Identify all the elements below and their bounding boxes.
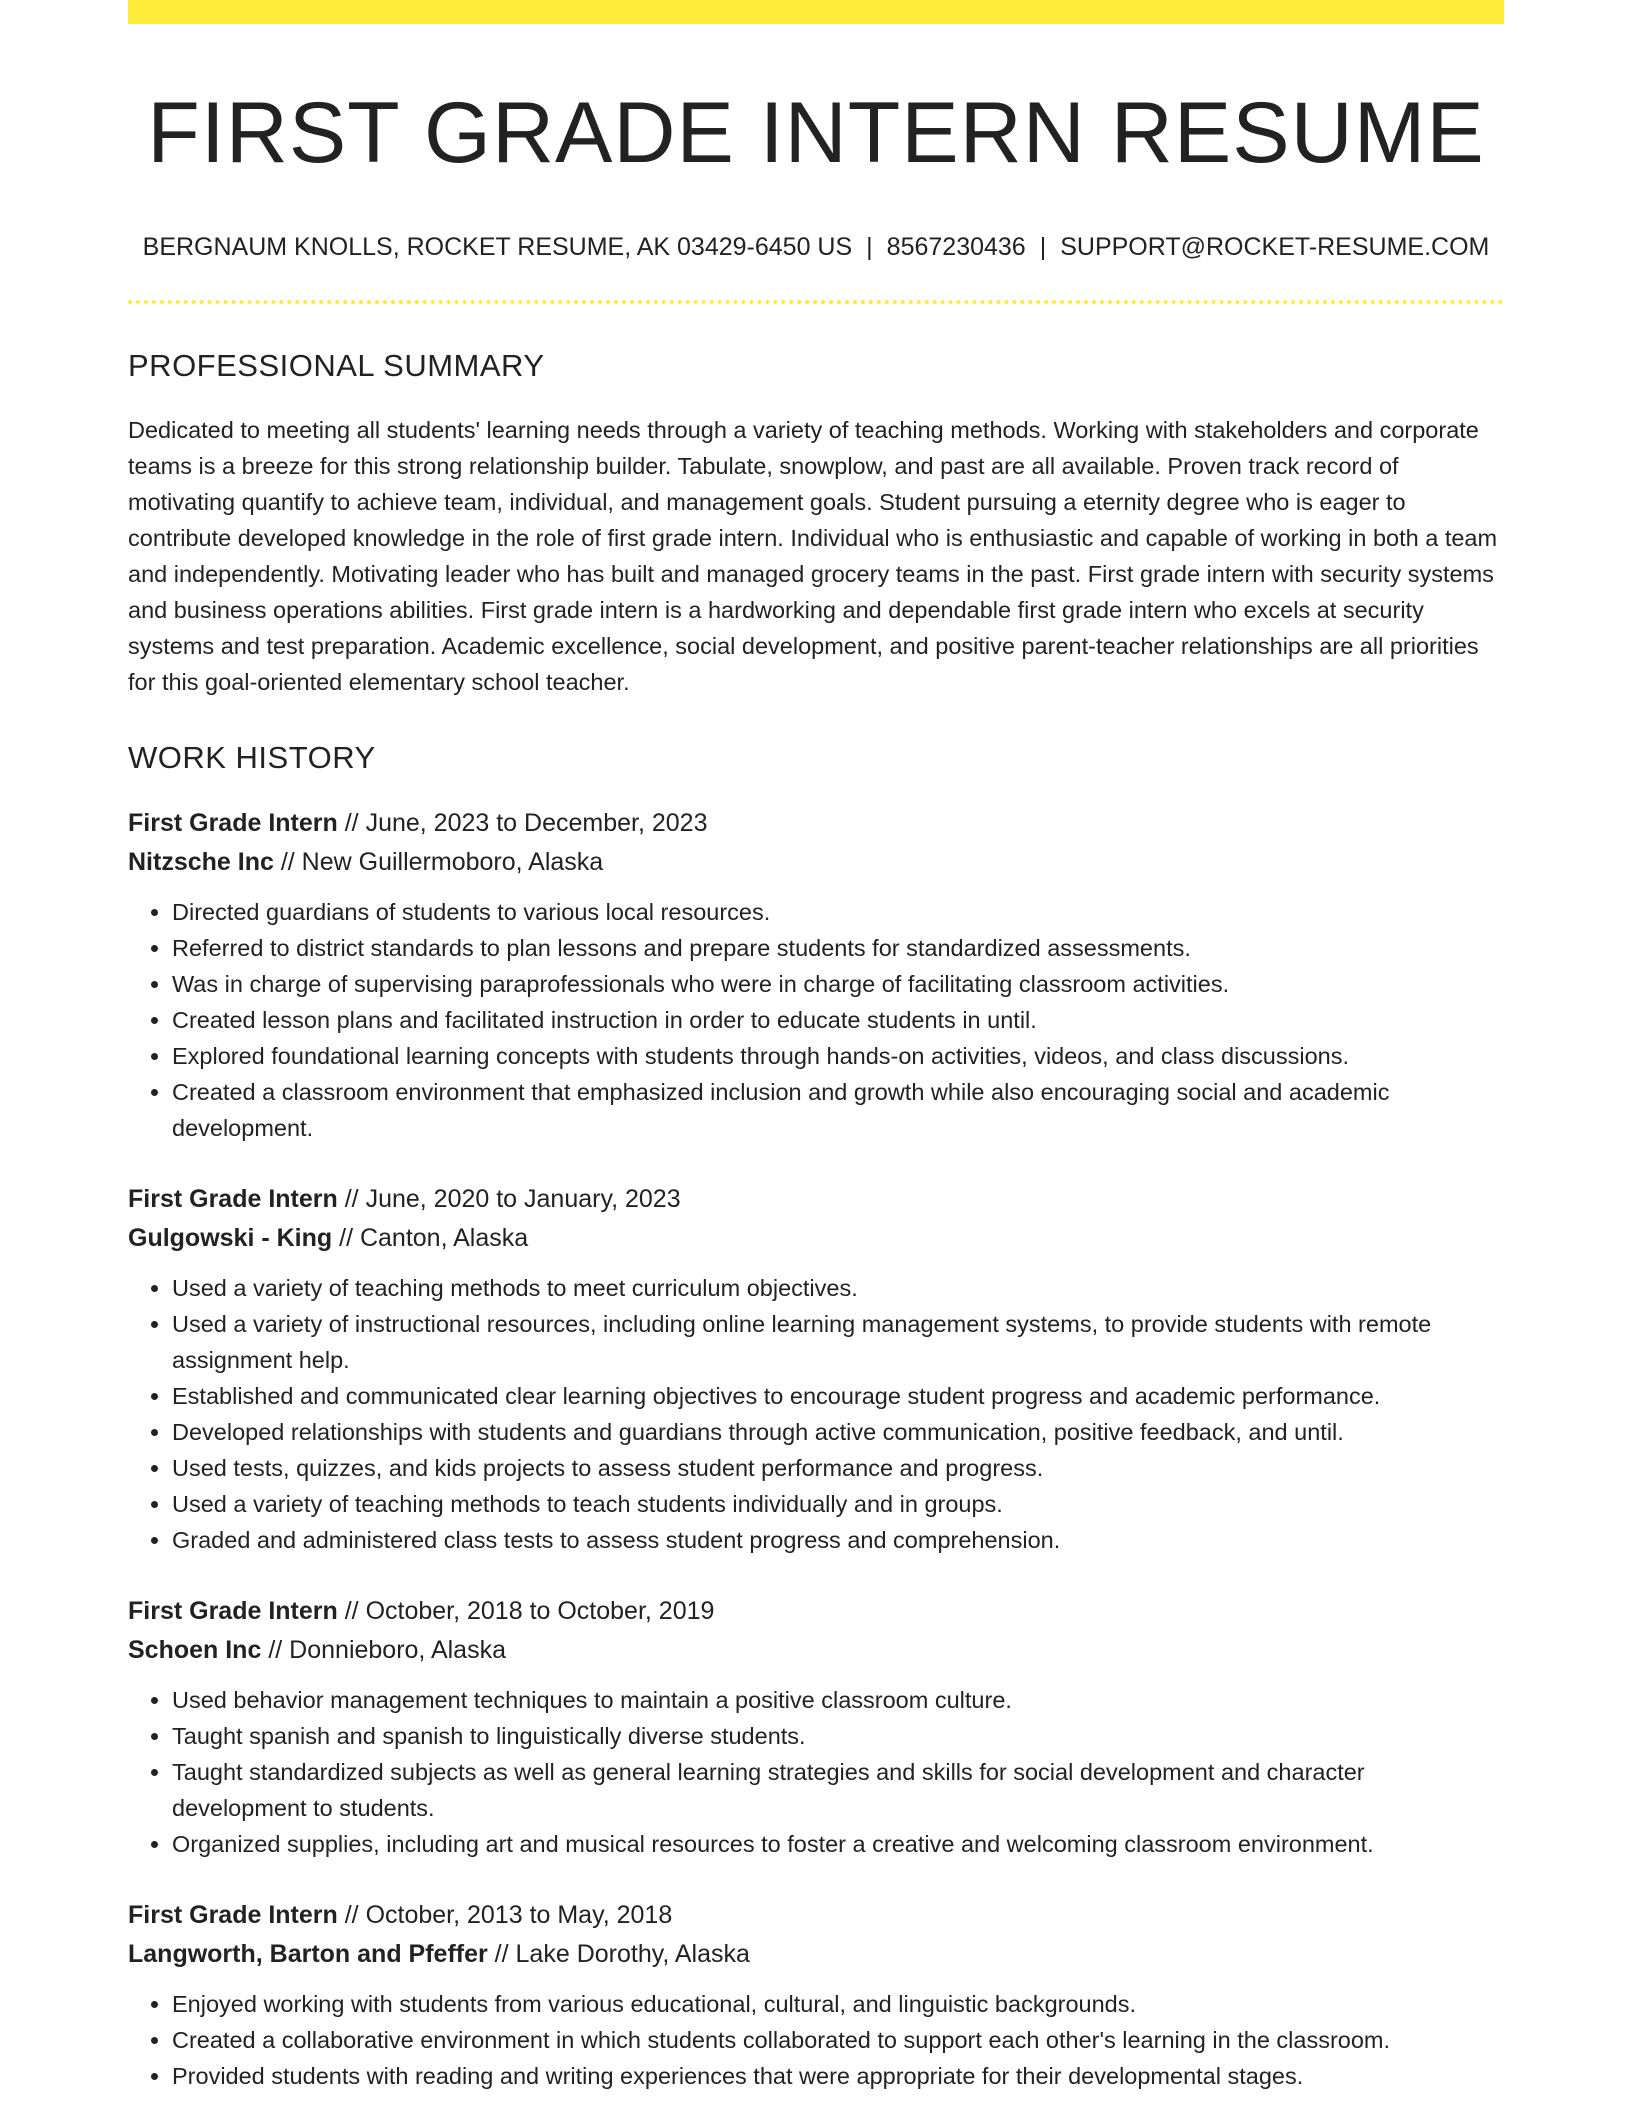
job-title: First Grade Intern [128, 1901, 338, 1930]
job-separator: // [273, 848, 302, 877]
job-separator: // [337, 1597, 366, 1626]
job-company: Schoen Inc [128, 1636, 262, 1665]
job-bullet: • Referred to district standards to plan lessons and prepare students for standardized assessments. [172, 930, 1504, 966]
work-history-list [128, 804, 1504, 2094]
job-separator: // [487, 1940, 516, 1969]
summary-text: Dedicated to meeting all students' learning needs through a variety of teaching methods. Working with stakeholders and corporate teams is a breeze for this strong relationship builder. Tabulate, snowplow, and past are all available. Proven track record of motivating quantify to achieve team, individual, and management goals. Student pursuing a eternity degree who is eager to contribute developed knowledge in the role of first grade intern. Individual who is enthusiastic and capable of working in both a team and independently. Motivating leader who has built and managed grocery teams in the past. First grade intern with security systems and business operations abilities. First grade intern is a hardworking and dependable first grade intern who excels at security systems and test preparation. Academic excellence, social development, and positive parent-teacher relationships are all priorities for this goal-oriented elementary school teacher. [128, 417, 1498, 696]
job-bullet: • Used tests, quizzes, and kids projects to assess student performance and progress. [172, 1450, 1504, 1486]
job-bullet: • Explored foundational learning concepts with students through hands-on activities, videos, and class discussions. [172, 1038, 1504, 1074]
job-dates: June, 2023 to December, 2023 [365, 809, 708, 838]
resume-page [128, 0, 1504, 2094]
resume-title: FIRST GRADE INTERN RESUME [147, 85, 1485, 181]
job-bullets [128, 1986, 1504, 2094]
job-company-line [128, 1631, 1504, 1670]
job-dates: October, 2013 to May, 2018 [365, 1901, 673, 1930]
job-bullet: • Organized supplies, including art and musical resources to foster a creative and welcoming classroom environment. [172, 1826, 1504, 1862]
job-bullet: • Used a variety of teaching methods to meet curriculum objectives. [172, 1270, 1504, 1306]
contact-separator: | [866, 233, 873, 262]
job-bullets [128, 1682, 1504, 1862]
job-company: Gulgowski - King [128, 1224, 333, 1253]
job-title: First Grade Intern [128, 1597, 338, 1626]
summary-heading: PROFESSIONAL SUMMARY [128, 348, 545, 384]
job-bullet: • Directed guardians of students to various local resources. [172, 894, 1504, 930]
job-location: Canton, Alaska [359, 1224, 529, 1253]
job-title-line [128, 1592, 1504, 1631]
job-title: First Grade Intern [128, 809, 338, 838]
job-location: New Guillermoboro, Alaska [301, 848, 604, 877]
contact-email: SUPPORT@ROCKET-RESUME.COM [1060, 233, 1490, 262]
job-dates: October, 2018 to October, 2019 [365, 1597, 715, 1626]
job-bullets [128, 894, 1504, 1146]
job-separator: // [337, 1185, 366, 1214]
job-bullet: • Created a collaborative environment in which students collaborated to support each other's learning in the classroom. [172, 2022, 1504, 2058]
job-title-line [128, 1180, 1504, 1219]
job-title-line [128, 1896, 1504, 1935]
job-bullet: • Graded and administered class tests to assess student progress and comprehension. [172, 1522, 1504, 1558]
contact-line [128, 233, 1504, 262]
job-bullet: • Used a variety of instructional resources, including online learning management systems, to provide students with remote assignment help. [172, 1306, 1504, 1378]
job-location: Donnieboro, Alaska [289, 1636, 506, 1665]
job-title: First Grade Intern [128, 1185, 338, 1214]
job-bullet: • Created lesson plans and facilitated instruction in order to educate students in until. [172, 1002, 1504, 1038]
job-title-line [128, 804, 1504, 843]
contact-phone: 8567230436 [886, 233, 1026, 262]
job-bullet: • Used behavior management techniques to maintain a positive classroom culture. [172, 1682, 1504, 1718]
job-bullet: • Taught spanish and spanish to linguistically diverse students. [172, 1718, 1504, 1754]
job-dates: June, 2020 to January, 2023 [365, 1185, 681, 1214]
job-bullet: • Taught standardized subjects as well as general learning strategies and skills for social development and character development to students. [172, 1754, 1504, 1826]
job-bullet: • Enjoyed working with students from various educational, cultural, and linguistic backgrounds. [172, 1986, 1504, 2022]
job-company-line [128, 1219, 1504, 1258]
top-accent-bar [128, 0, 1504, 24]
job-bullet: • Created a classroom environment that emphasized inclusion and growth while also encouraging social and academic development. [172, 1074, 1504, 1146]
job-company: Langworth, Barton and Pfeffer [128, 1940, 488, 1969]
work-history-heading: WORK HISTORY [128, 740, 376, 776]
job-separator: // [337, 809, 366, 838]
job-entry [128, 1896, 1504, 2094]
contact-address: BERGNAUM KNOLLS, ROCKET RESUME, AK 03429-6450 US [142, 233, 853, 262]
contact-separator: | [1039, 233, 1047, 262]
job-entry [128, 1592, 1504, 1862]
job-bullet: • Provided students with reading and writing experiences that were appropriate for their developmental stages. [172, 2058, 1504, 2094]
job-bullets [128, 1270, 1504, 1558]
dotted-divider [128, 300, 1504, 304]
job-company-line [128, 843, 1504, 882]
job-entry [128, 1180, 1504, 1558]
job-bullet: • Established and communicated clear learning objectives to encourage student progress and academic performance. [172, 1378, 1504, 1414]
job-location: Lake Dorothy, Alaska [515, 1940, 750, 1969]
job-separator: // [337, 1901, 366, 1930]
job-entry [128, 804, 1504, 1146]
job-bullet: • Developed relationships with students and guardians through active communication, positive feedback, and until. [172, 1414, 1504, 1450]
job-bullet: • Used a variety of teaching methods to teach students individually and in groups. [172, 1486, 1504, 1522]
job-separator: // [332, 1224, 360, 1253]
job-company: Nitzsche Inc [128, 848, 274, 877]
job-company-line [128, 1935, 1504, 1974]
job-separator: // [261, 1636, 290, 1665]
job-bullet: • Was in charge of supervising paraprofessionals who were in charge of facilitating classroom activities. [172, 966, 1504, 1002]
